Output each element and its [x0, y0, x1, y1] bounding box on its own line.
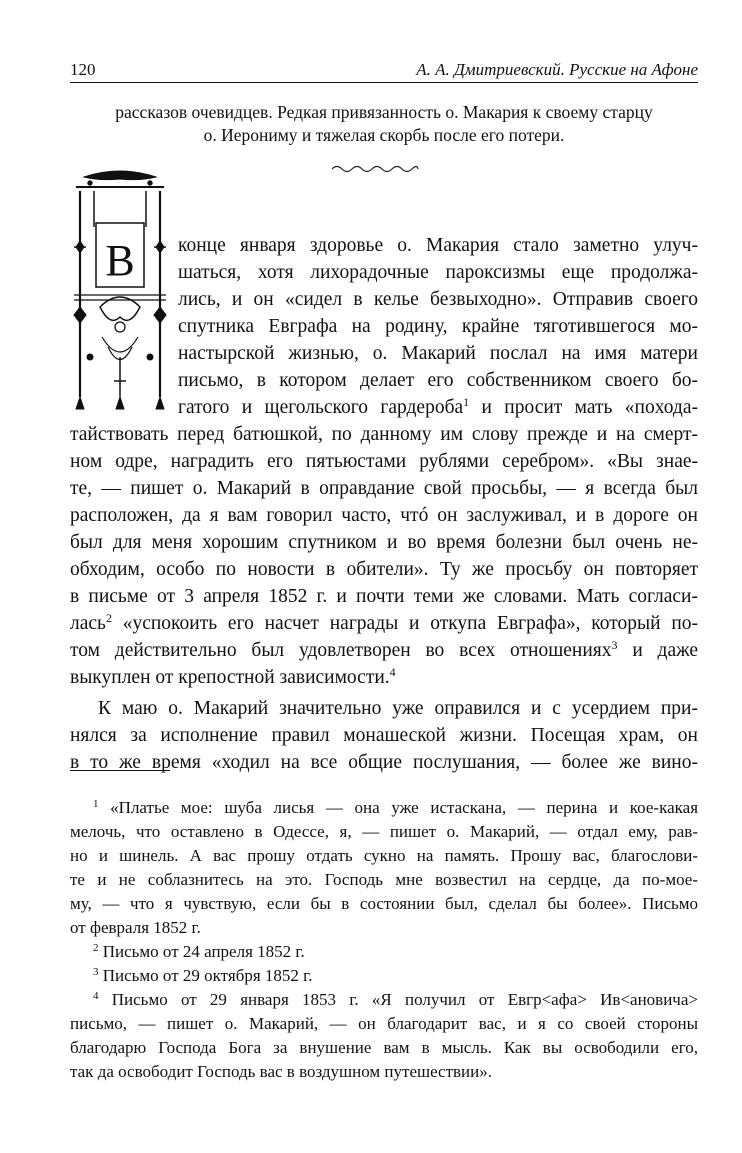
footnote-line: но и шинель. А вас прошу отдать сукно на память. Прошу вас, благослови-: [70, 846, 698, 865]
footnote-line: от февраля 1852 г.: [70, 918, 201, 937]
body-text-segment: «успокоить его насчет награды и откупа Евграфа», который по-: [122, 613, 698, 634]
body-line: лись, и он «сидел в келье безвыходно». Отправив своего: [178, 289, 698, 310]
footnote-line: му, — что я чувствую, если бы в состоянии был, сделал бы более». Письмо: [70, 894, 698, 913]
body-line: ном одре, наградить его пятьюстами рублями серебром». «Вы знае-: [70, 451, 698, 472]
footnote-ref: 2: [105, 611, 112, 625]
footnote-text: Письмо от 24 апреля 1852 г.: [102, 942, 305, 961]
footnote-line: письмо, — пишет о. Макарий, — он благодарит вас, и я со своей стороны: [70, 1014, 698, 1033]
body-line: в письме от 3 апреля 1852 г. и почти теми же словами. Мать согласи-: [70, 586, 698, 607]
body-line: расположен, да я вам говорил часто, чтó он заслуживал, и в дороге он: [70, 505, 698, 526]
body-text-segment: том действительно был удовлетворен во всех отношениях: [70, 640, 612, 661]
page-number: 120: [70, 60, 96, 79]
body-line: те, — пишет о. Макарий в оправдание свой просьбы, — я всегда был: [70, 478, 698, 499]
body-line: спутника Евграфа на родину, крайне тяготившегося мо-: [178, 316, 698, 337]
footnote-ref: 4: [389, 665, 396, 679]
body-line: шаться, хотя лихорадочные пароксизмы еще продолжа-: [178, 262, 698, 283]
footnote-line: [93, 964, 698, 988]
drop-cap-letter: В: [105, 236, 135, 285]
summary-line: рассказов очевидцев. Редкая привязанность о. Макария к своему старцу: [115, 102, 653, 122]
body-line: нялся за исполнение правил монашеской жизни. Посещая храм, он: [70, 725, 698, 746]
body-line: [70, 637, 698, 664]
chapter-summary: [70, 101, 698, 147]
body-text-segment: выкуплен от крепостной зависимости.: [70, 667, 390, 688]
footnote-number: 4: [93, 990, 99, 1002]
ornamental-drop-cap: [70, 167, 170, 417]
footnote-ref: 3: [611, 638, 618, 652]
running-header: [70, 58, 698, 83]
footnote-line: [93, 940, 698, 964]
body-line: настырской жизнью, о. Макарий послал на имя матери: [178, 343, 698, 364]
body-line: [178, 394, 698, 421]
body-text-segment: лась: [70, 613, 106, 634]
body-line: был для меня хорошим спутником и во время болезни был очень не-: [70, 532, 698, 553]
body-line: тайствовать перед батюшкой, по данному им слову прежде и на смерт-: [70, 424, 698, 445]
footnote-line: так да освободит Господь вас в воздушном путешествии».: [70, 1062, 493, 1081]
body-line: К маю о. Макарий значительно уже оправился и с усердием при-: [98, 698, 698, 719]
running-title: А. А. Дмитриевский. Русские на Афоне: [416, 60, 698, 79]
body-line: в то же время «ходил на все общие послушания, — более же вино-: [70, 752, 698, 773]
footnote-text: Письмо от 29 января 1853 г. «Я получил от Евгр<афа> Ив<ановича>: [111, 990, 698, 1009]
footnote-line: благодарю Господа Бога за внушение вам в мысль. Как вы освободили его,: [70, 1038, 698, 1057]
footnote-number: 3: [93, 966, 99, 978]
footnote-text: Письмо от 29 октября 1852 г.: [102, 966, 313, 985]
footnote-number: 1: [93, 798, 99, 810]
footnote-line: мелочь, что оставлено в Одессе, я, — пишет о. Макарий, — отдал ему, рав-: [70, 822, 698, 841]
footnote-number: 2: [93, 942, 99, 954]
footnote-text: «Платье мое: шуба лисья — она уже истаскана, — перина и кое-какая: [110, 798, 699, 817]
footnote-line: [93, 988, 698, 1012]
body-text-segment: и просит мать «пoхода-: [481, 397, 698, 418]
footnote-line: [93, 796, 698, 820]
footnote-ref: 1: [463, 395, 470, 409]
wavy-divider-ornament: [330, 163, 420, 175]
body-text-segment: и даже: [632, 640, 698, 661]
body-line: [70, 610, 698, 637]
body-line: конце января здоровье о. Макария стало заметно улуч-: [178, 235, 698, 256]
body-text-segment: гатого и щегольского гардероба: [178, 397, 464, 418]
footnote-line: те и не соблазнитесь на это. Господь мне возвестил на сердце, да по-мое-: [70, 870, 698, 889]
body-line: письмо, в котором делает его собственником своего бо-: [178, 370, 698, 391]
body-line: [70, 664, 698, 691]
body-line: обходим, особо по новости в обители». Ту же просьбу он повторяет: [70, 559, 698, 580]
summary-line: о. Иерониму и тяжелая скорбь после его потери.: [203, 125, 565, 145]
footnote-separator: [70, 770, 170, 771]
